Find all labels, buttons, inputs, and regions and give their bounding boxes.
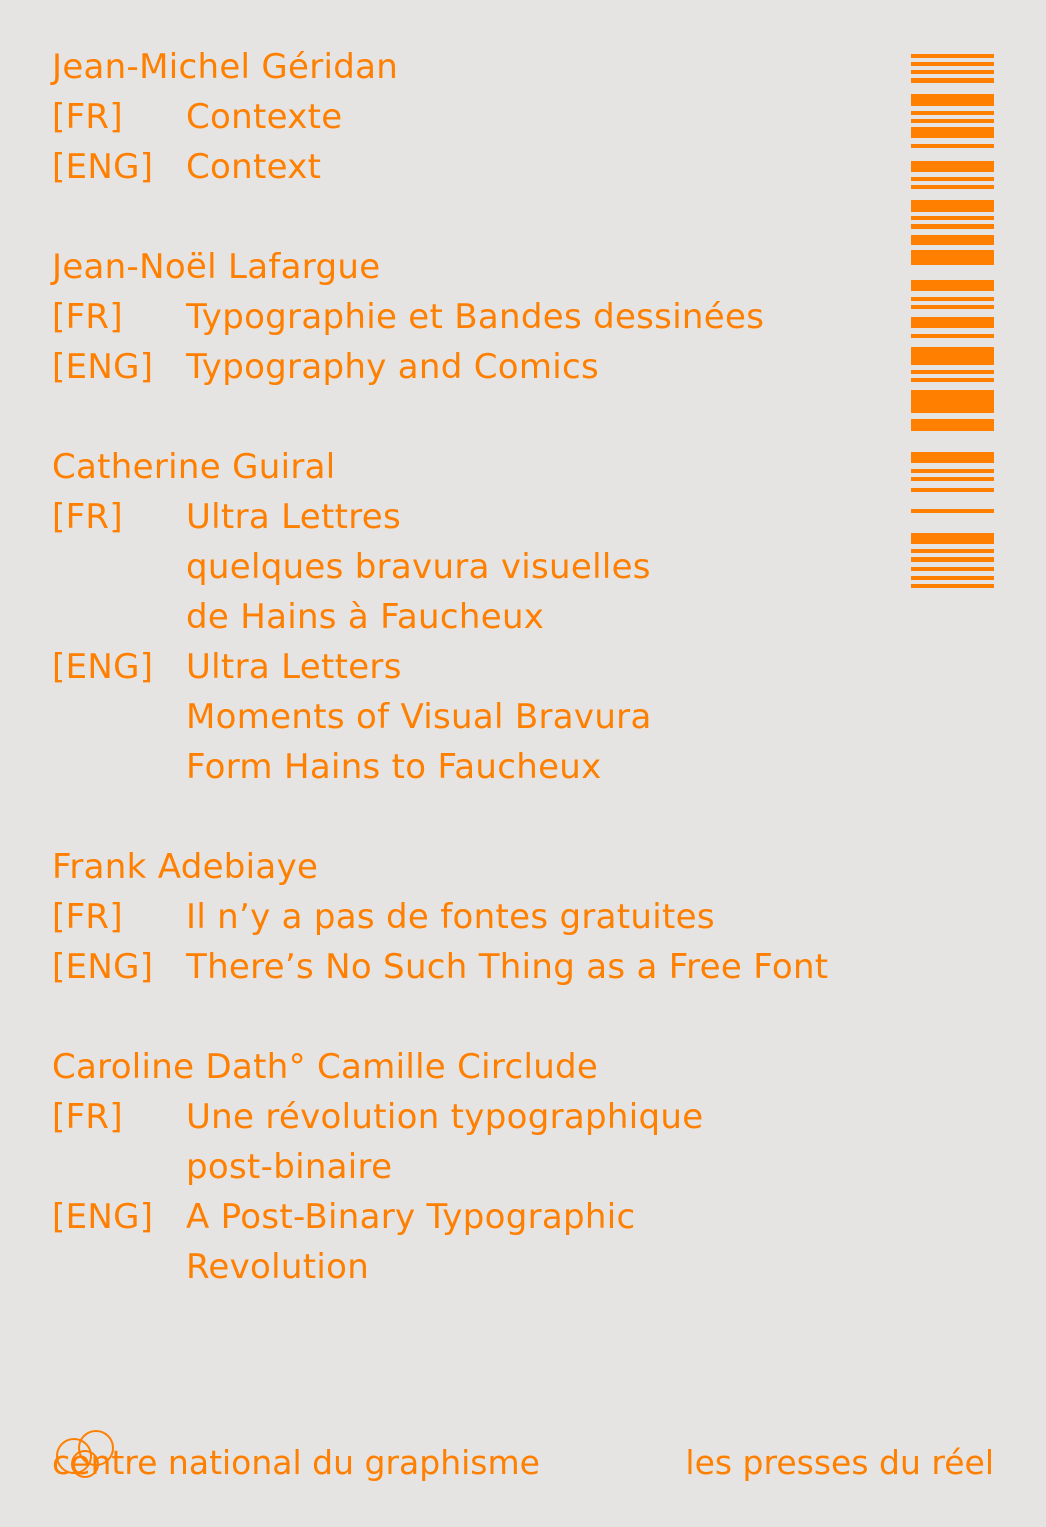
title-text: There’s No Such Thing as a Free Font — [186, 947, 829, 987]
eng-title-line — [52, 942, 828, 992]
language-tag: [FR] — [52, 97, 123, 137]
author-name: Frank Adebiaye — [52, 847, 319, 887]
title-text: quelques bravura visuelles — [186, 547, 651, 587]
contents-entry — [52, 242, 828, 392]
barcode-bar — [911, 70, 994, 74]
title-text: Form Hains to Faucheux — [186, 747, 602, 787]
publisher-right-label: les presses du réel — [685, 1443, 994, 1482]
barcode-graphic — [911, 54, 994, 588]
barcode-bar — [911, 119, 994, 123]
title-text: Il n’y a pas de fontes gratuites — [186, 897, 715, 937]
eng-title-line — [52, 742, 828, 792]
language-tag: [FR] — [52, 497, 123, 537]
barcode-bar — [911, 378, 994, 382]
barcode-bar — [911, 347, 994, 365]
eng-title-line — [52, 1242, 828, 1292]
language-tag: [ENG] — [52, 347, 154, 387]
circles-logo-icon — [50, 1420, 130, 1490]
barcode-bar — [911, 235, 994, 245]
author-name: Catherine Guiral — [52, 447, 336, 487]
title-text: Typography and Comics — [186, 347, 600, 387]
barcode-bar — [911, 488, 994, 492]
fr-title-line — [52, 592, 828, 642]
contents-entry — [52, 1042, 828, 1292]
barcode-bar — [911, 567, 994, 571]
contents-list — [52, 42, 828, 1342]
author-name: Caroline Dath° Camille Circlude — [52, 1047, 599, 1087]
barcode-bar — [911, 477, 994, 481]
title-text: Ultra Lettres — [186, 497, 401, 537]
barcode-bar — [911, 334, 994, 338]
barcode-bar — [911, 452, 994, 463]
publisher-left-label: centre national du graphisme — [52, 1443, 540, 1482]
publisher-footer — [52, 1438, 994, 1488]
contents-entry — [52, 42, 828, 192]
title-text: Moments of Visual Bravura — [186, 697, 652, 737]
barcode-bar — [911, 280, 994, 291]
title-text: Revolution — [186, 1247, 370, 1287]
barcode-bar — [911, 576, 994, 580]
language-tag: [ENG] — [52, 947, 154, 987]
barcode-bar — [911, 185, 994, 189]
contents-entry — [52, 442, 828, 792]
barcode-bar — [911, 549, 994, 553]
barcode-bar — [911, 584, 994, 588]
language-tag: [FR] — [52, 297, 123, 337]
fr-title-line — [52, 542, 828, 592]
barcode-bar — [911, 62, 994, 66]
language-tag: [FR] — [52, 1097, 123, 1137]
eng-title-line — [52, 1192, 828, 1242]
barcode-bar — [911, 533, 994, 544]
barcode-bar — [911, 297, 994, 301]
fr-title-line — [52, 92, 828, 142]
barcode-bar — [911, 370, 994, 374]
eng-title-line — [52, 342, 828, 392]
barcode-bar — [911, 419, 994, 431]
fr-title-line — [52, 292, 828, 342]
fr-title-line — [52, 1092, 828, 1142]
barcode-bar — [911, 317, 994, 328]
author-name: Jean-Noël Lafargue — [52, 247, 381, 287]
title-text: Contexte — [186, 97, 343, 137]
barcode-bar — [911, 54, 994, 58]
title-text: A Post-Binary Typographic — [186, 1197, 636, 1237]
barcode-bar — [911, 390, 994, 413]
barcode-bar — [911, 250, 994, 265]
barcode-bar — [911, 111, 994, 115]
language-tag: [ENG] — [52, 147, 154, 187]
title-text: post-binaire — [186, 1147, 393, 1187]
barcode-bar — [911, 78, 994, 83]
barcode-bar — [911, 127, 994, 138]
fr-title-line — [52, 492, 828, 542]
language-tag: [ENG] — [52, 647, 154, 687]
title-text: Ultra Letters — [186, 647, 402, 687]
barcode-bar — [911, 305, 994, 309]
barcode-bar — [911, 200, 994, 212]
barcode-bar — [911, 177, 994, 181]
barcode-bar — [911, 144, 994, 148]
publisher-left — [52, 1438, 540, 1488]
barcode-bar — [911, 557, 994, 562]
eng-title-line — [52, 692, 828, 742]
fr-title-line — [52, 1142, 828, 1192]
barcode-bar — [911, 216, 994, 220]
author-name: Jean-Michel Géridan — [52, 47, 399, 87]
barcode-bar — [911, 224, 994, 229]
barcode-bar — [911, 469, 994, 473]
barcode-bar — [911, 161, 994, 172]
title-text: Une révolution typographique — [186, 1097, 704, 1137]
barcode-bar — [911, 94, 994, 106]
language-tag: [ENG] — [52, 1197, 154, 1237]
language-tag: [FR] — [52, 897, 123, 937]
title-text: de Hains à Faucheux — [186, 597, 545, 637]
barcode-bar — [911, 509, 994, 513]
eng-title-line — [52, 642, 828, 692]
contents-entry — [52, 842, 828, 992]
title-text: Typographie et Bandes dessinées — [186, 297, 765, 337]
title-text: Context — [186, 147, 322, 187]
eng-title-line — [52, 142, 828, 192]
fr-title-line — [52, 892, 828, 942]
